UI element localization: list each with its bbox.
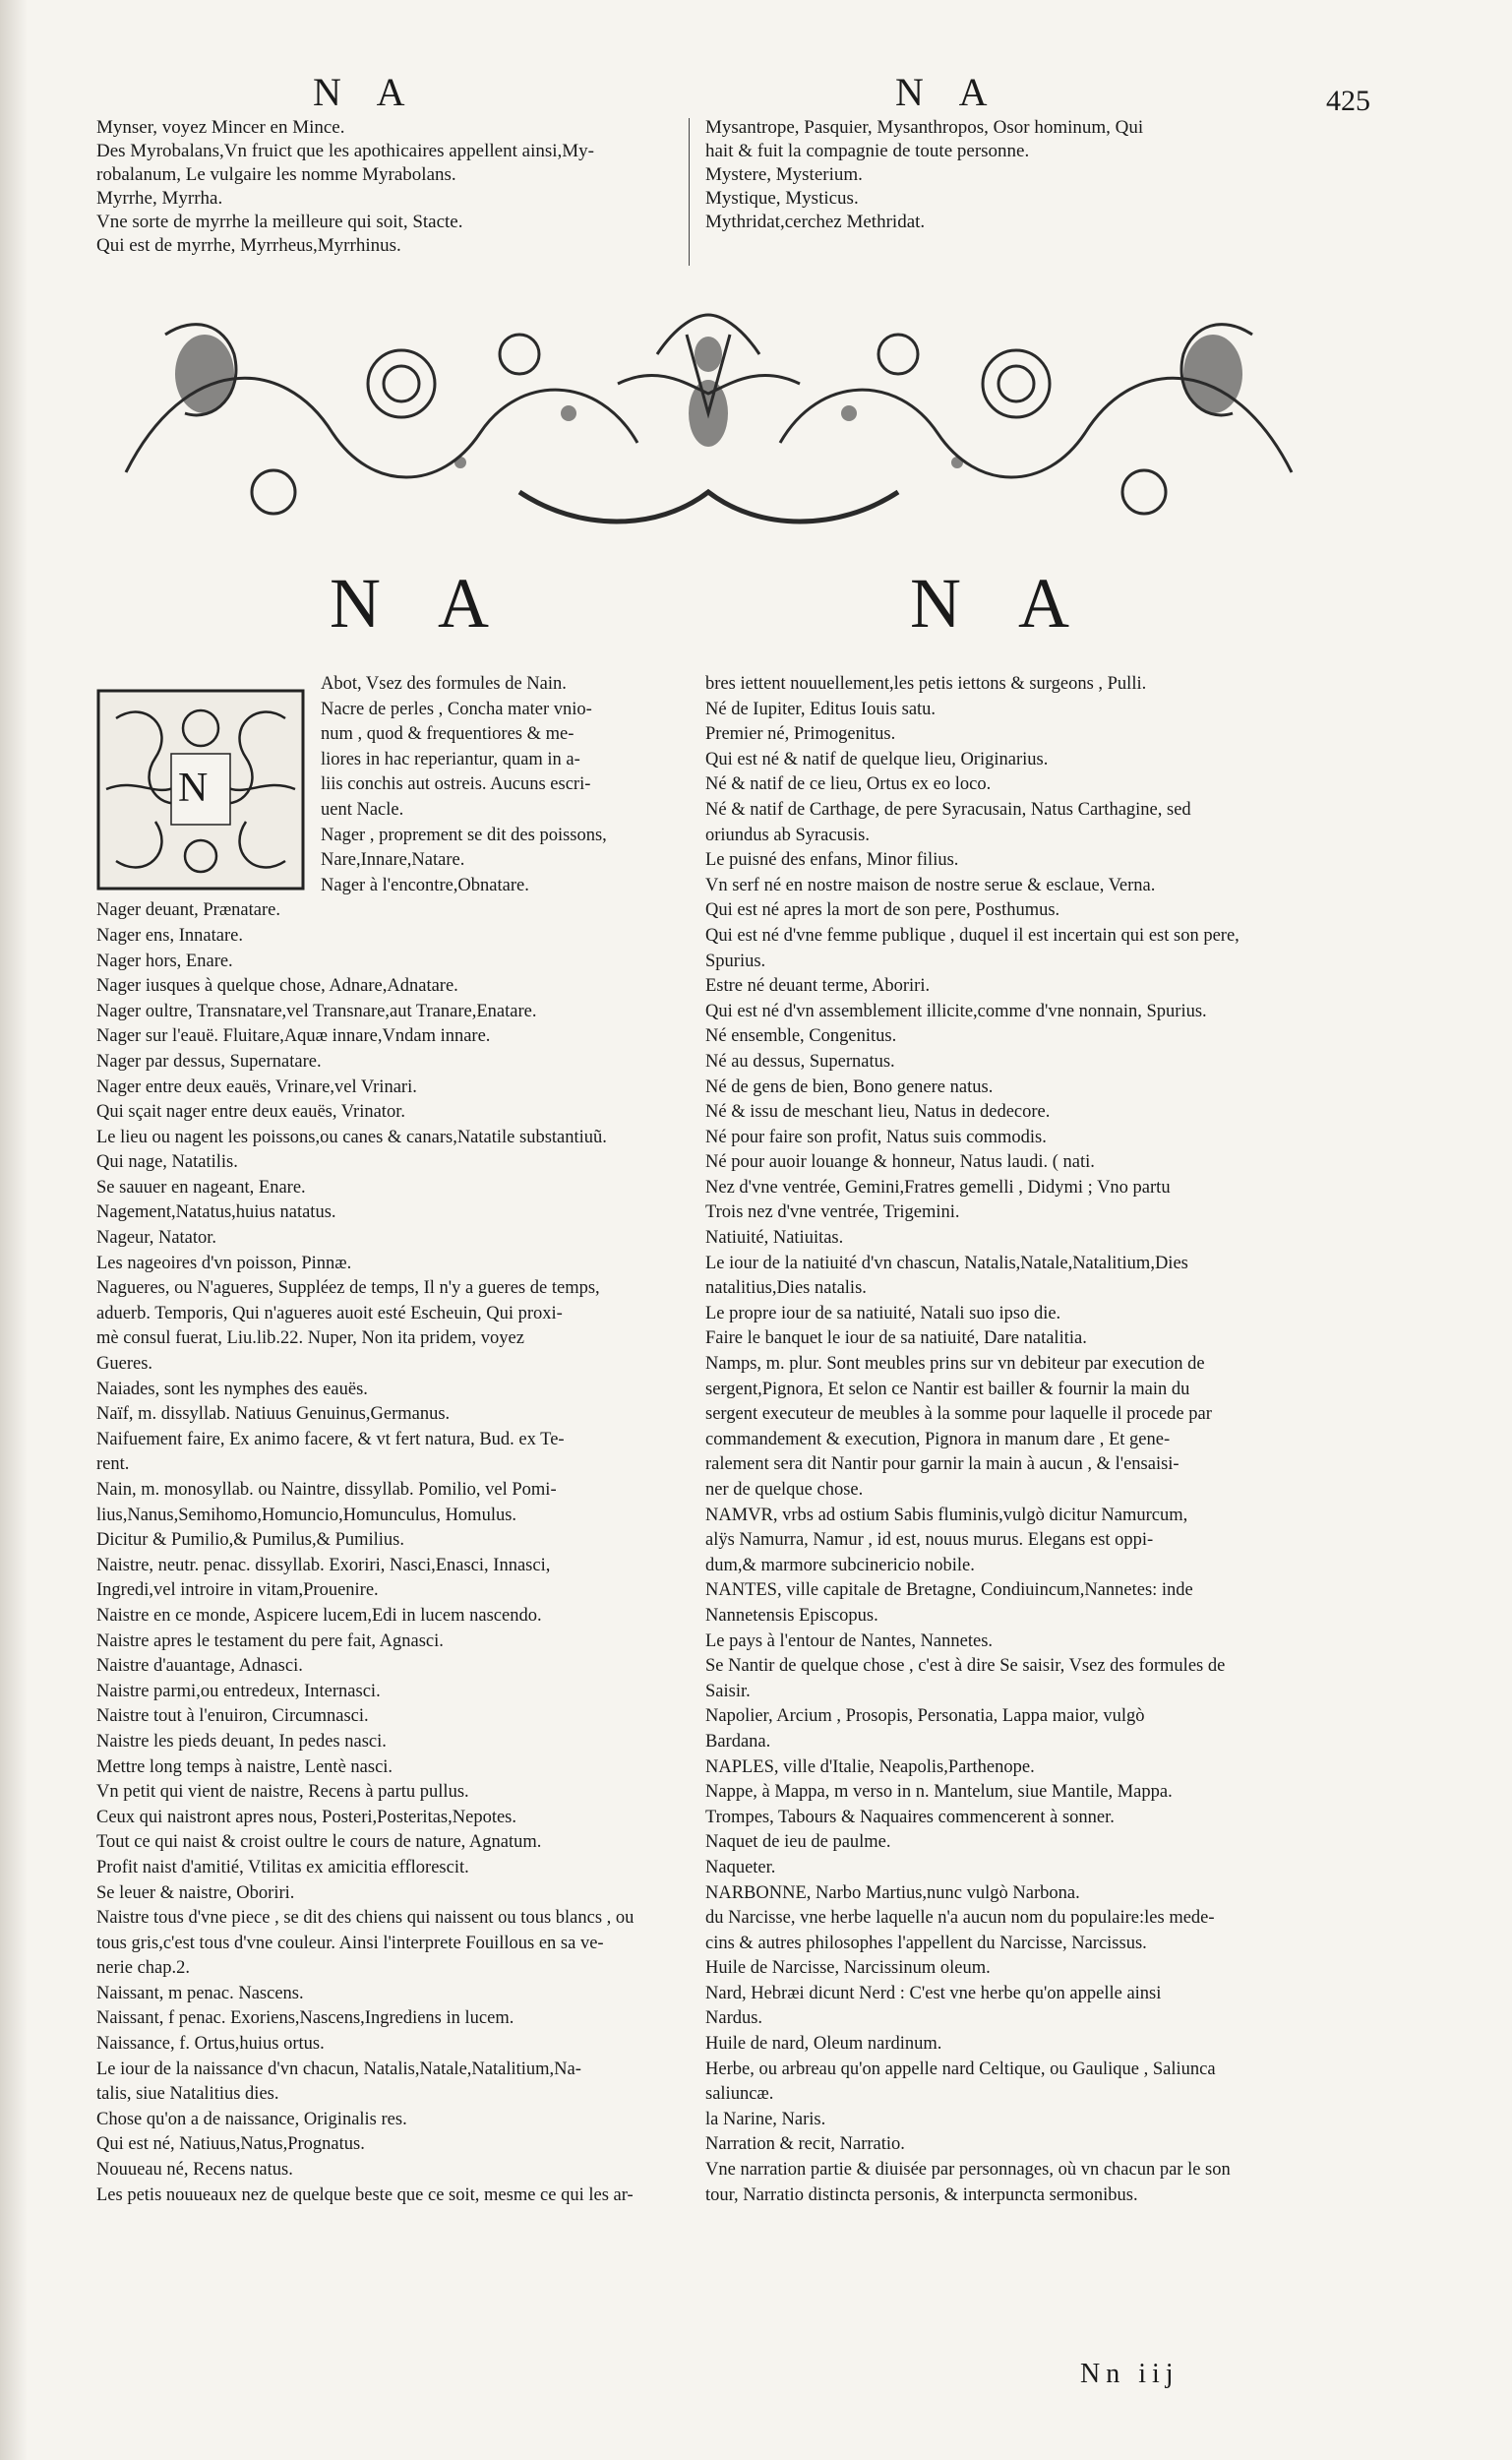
dictionary-entry: Naifuement faire, Ex animo facere, & vt fert natura, Bud. ex Te- <box>96 1429 565 1449</box>
dictionary-entry: Né pour faire son profit, Natus suis commodis. <box>705 1127 1047 1147</box>
dictionary-entry: Mythridat,cerchez Methridat. <box>705 212 926 232</box>
dictionary-entry: robalanum, Le vulgaire les nomme Myrabolans. <box>96 164 456 185</box>
dictionary-entry: Mynser, voyez Mincer en Mince. <box>96 117 345 138</box>
dictionary-entry: Abot, Vsez des formules de Nain. <box>321 674 567 694</box>
dictionary-entry: Des Myrobalans,Vn fruict que les apothicaires appellent ainsi,My- <box>96 141 594 161</box>
dictionary-entry: Naqueter. <box>705 1857 776 1877</box>
dictionary-entry: Naguеres, ou N'agueres, Suppléez de temps, Il n'y a gueres de temps, <box>96 1278 600 1299</box>
dictionary-entry: Nouueau né, Recens natus. <box>96 2160 293 2181</box>
dictionary-entry: NANTES, ville capitale de Bretagne, Condiuincum,Nannetes: inde <box>705 1580 1193 1601</box>
dictionary-entry: Nard, Hebræi dicunt Nerd : C'est vne herbe qu'on appelle ainsi <box>705 1983 1162 2003</box>
dictionary-entry: Le propre iour de sa natiuité, Natali suo ipso die. <box>705 1303 1061 1323</box>
left-column-intro <box>96 672 687 897</box>
dictionary-entry: Gueres. <box>96 1354 153 1375</box>
dictionary-entry: NARBONNE, Narbo Martius,nunc vulgò Narbona. <box>705 1882 1080 1903</box>
dictionary-entry: Nacre de perles , Concha mater vnio- <box>321 699 592 719</box>
dictionary-entry: Ingredi,vel introire in vitam,Prouenire. <box>96 1580 379 1601</box>
dictionary-entry: sergent,Pignora, Et selon ce Nantir est bailler & fournir la main du <box>705 1379 1190 1399</box>
dictionary-entry: aduerb. Temporis, Qui n'agueres auoit esté Escheuin, Qui proxi- <box>96 1303 563 1323</box>
dictionary-entry: tous gris,c'est tous d'vne couleur. Ainsi l'interprete Fouillous en sa ve- <box>96 1933 604 1953</box>
dictionary-entry: Dicitur & Pumilio,& Pumilus,& Pumilius. <box>96 1530 405 1551</box>
dictionary-entry: Les nageoires d'vn poisson, Pinnæ. <box>96 1253 352 1273</box>
dictionary-entry: Naissant, m penac. Nascens. <box>96 1983 304 2003</box>
dictionary-entry: Qui est né & natif de quelque lieu, Originarius. <box>705 749 1049 769</box>
dictionary-entry: Trois nez d'vne ventrée, Trigemini. <box>705 1202 960 1223</box>
dictionary-entry: Se sauuer en nageant, Enare. <box>96 1177 306 1198</box>
dictionary-entry: Huile de Narcisse, Narcissinum oleum. <box>705 1958 991 1979</box>
dictionary-entry: Nager iusques à quelque chose, Adnare,Adnatare. <box>96 976 458 997</box>
dictionary-entry: rent. <box>96 1454 130 1475</box>
dictionary-entry: tour, Narratio distincta personis, & interpuncta sermonibus. <box>705 2184 1138 2205</box>
dictionary-entry: Vne narration partie & diuisée par personnages, où vn chacun par le son <box>705 2160 1231 2181</box>
dictionary-entry: alÿs Namurra, Namur , id est, nouus murus. Elegans est oppi- <box>705 1530 1154 1551</box>
dictionary-entry: Chose qu'on a de naissance, Originalis res. <box>96 2109 407 2129</box>
dictionary-entry: Naïf, m. dissyllab. Natiuus Genuinus,Germanus. <box>96 1404 451 1425</box>
dictionary-entry: liis conchis aut ostreis. Aucuns escri- <box>321 774 591 795</box>
dictionary-entry: Naquet de ieu de paulme. <box>705 1832 891 1853</box>
dictionary-entry: Faire le banquet le iour de sa natiuité, Dare natalitia. <box>705 1328 1087 1349</box>
dictionary-entry: saliuncæ. <box>705 2084 774 2105</box>
dictionary-entry: mè consul fuerat, Liu.lib.22. Nuper, Non ita pridem, voyez <box>96 1328 524 1349</box>
dictionary-entry: Premier né, Primogenitus. <box>705 724 896 745</box>
dictionary-entry: Nager hors, Enare. <box>96 951 233 971</box>
dictionary-entry: Le lieu ou nagent les poissons,ou canes & canars,Natatile substantiuũ. <box>96 1127 607 1147</box>
column-rule <box>689 118 690 266</box>
dictionary-entry: Naistre, neutr. penac. dissyllab. Exoriri, Nasci,Enasci, Innasci, <box>96 1555 551 1575</box>
dictionary-entry: cins & autres philosophes l'appellent du Narcisse, Narcissus. <box>705 1933 1147 1953</box>
dictionary-entry: Naistre d'auantage, Adnasci. <box>96 1656 303 1677</box>
dictionary-entry: Nager entre deux eauës, Vrinare,vel Vrinari. <box>96 1076 417 1097</box>
page-number: 425 <box>1326 85 1370 117</box>
dictionary-entry: natalitius,Dies natalis. <box>705 1278 867 1299</box>
dictionary-entry: Nager sur l'eauë. Fluitare,Aquæ innare,Vndam innare. <box>96 1026 491 1047</box>
dictionary-entry: Nager ens, Innatare. <box>96 925 243 946</box>
dictionary-entry: Naistre apres le testament du pere fait, Agnasci. <box>96 1630 444 1651</box>
dictionary-entry: Mysantrope, Pasquier, Mysanthropos, Osor hominum, Qui <box>705 117 1144 138</box>
dictionary-entry: Nare,Innare,Natare. <box>321 850 465 871</box>
dictionary-entry: Mettre long temps à naistre, Lentè nasci. <box>96 1756 393 1777</box>
signature-mark: Nn iij <box>1080 2359 1179 2389</box>
dictionary-entry: oriundus ab Syracusis. <box>705 825 870 845</box>
dictionary-entry: Profit naist d'amitié, Vtilitas ex amicitia efflorescit. <box>96 1857 469 1877</box>
dictionary-entry: Se Nantir de quelque chose , c'est à dire Se saisir, Vsez des formules de <box>705 1656 1226 1677</box>
dictionary-entry: NAPLES, ville d'Italie, Neapolis,Parthenope. <box>705 1756 1035 1777</box>
dictionary-entry: hait & fuit la compagnie de toute personne. <box>705 141 1030 161</box>
dictionary-entry: Mystere, Mysterium. <box>705 164 863 185</box>
dictionary-entry: Né de Iupiter, Editus Iouis satu. <box>705 699 937 719</box>
dictionary-entry: Le puisné des enfans, Minor filius. <box>705 850 959 871</box>
dictionary-entry: Trompes, Tabours & Naquaires commencerent à sonner. <box>705 1807 1115 1827</box>
dictionary-entry: Ceux qui naistront apres nous, Posteri,Posteritas,Nepotes. <box>96 1807 516 1827</box>
dictionary-entry: Le iour de la naissance d'vn chacun, Natalis,Natale,Natalitium,Na- <box>96 2059 581 2079</box>
dictionary-entry: Le iour de la natiuité d'vn chascun, Natalis,Natale,Natalitium,Dies <box>705 1253 1188 1273</box>
dictionary-entry: Naissant, f penac. Exoriens,Nascens,Ingrediens in lucem. <box>96 2008 514 2029</box>
dictionary-entry: Naistre tout à l'enuiron, Circumnasci. <box>96 1706 369 1727</box>
dictionary-entry: nerie chap.2. <box>96 1958 191 1979</box>
dictionary-entry: Né & issu de meschant lieu, Natus in dedecore. <box>705 1102 1051 1123</box>
top-left-entries <box>96 116 677 258</box>
dictionary-entry: Nardus. <box>705 2008 763 2029</box>
dictionary-entry: Natiuité, Natiuitas. <box>705 1228 844 1249</box>
dictionary-entry: Vne sorte de myrrhe la meilleure qui soit, Stacte. <box>96 212 463 232</box>
dictionary-entry: Estre né deuant terme, Aboriri. <box>705 976 931 997</box>
dictionary-entry: Narration & recit, Narratio. <box>705 2134 905 2155</box>
dictionary-entry: talis, siue Natalitius dies. <box>96 2084 279 2105</box>
dictionary-entry: Qui nage, Natatilis. <box>96 1152 238 1173</box>
dictionary-entry: Né de gens de bien, Bono genere natus. <box>705 1076 994 1097</box>
dictionary-entry: Nagement,Natatus,huius natatus. <box>96 1202 336 1223</box>
dictionary-entry: Saisir. <box>705 1681 751 1701</box>
dictionary-entry: liores in hac reperiantur, quam in a- <box>321 749 580 769</box>
right-column <box>705 672 1303 2208</box>
dictionary-entry: bres iettent nouuellement,les petis iettons & surgeons , Pulli. <box>705 674 1147 694</box>
dictionary-entry: Les petis nouueaux nez de quelque beste que ce soit, mesme ce qui les ar- <box>96 2184 634 2205</box>
dictionary-entry: Qui est né, Natiuus,Natus,Prognatus. <box>96 2134 365 2155</box>
dictionary-entry: Nager par dessus, Supernatare. <box>96 1051 322 1072</box>
dictionary-entry: Naissance, f. Ortus,huius ortus. <box>96 2034 325 2055</box>
dictionary-entry: Nappe, à Mappa, m verso in n. Mantelum, siue Mantile, Mappa. <box>705 1782 1173 1803</box>
dictionary-entry: ner de quelque chose. <box>705 1480 864 1500</box>
dictionary-entry: Qui est né d'vne femme publique , duquel il est incertain qui est son pere, <box>705 925 1240 946</box>
dictionary-entry: Naistre en ce monde, Aspicere lucem,Edi in lucem nascendo. <box>96 1605 542 1626</box>
dictionary-entry: num , quod & frequentiores & me- <box>321 724 575 745</box>
dictionary-entry: Namps, m. plur. Sont meubles prins sur vn debiteur par execution de <box>705 1354 1205 1375</box>
dictionary-entry: Naistre les pieds deuant, In pedes nasci. <box>96 1731 387 1752</box>
dictionary-entry: Né pour auoir louange & honneur, Natus laudi. ( nati. <box>705 1152 1095 1173</box>
dictionary-entry: Napolier, Arcium , Prosopis, Personatia, Lappa maior, vulgò <box>705 1706 1145 1727</box>
left-column-entries <box>96 898 687 2207</box>
dictionary-entry: Né ensemble, Congenitus. <box>705 1026 897 1047</box>
dictionary-entry: Vn petit qui vient de naistre, Recens à partu pullus. <box>96 1782 469 1803</box>
dictionary-entry: commandement & execution, Pignora in manum dare , Et gene- <box>705 1429 1171 1449</box>
dictionary-entry: uent Nacle. <box>321 799 404 820</box>
dictionary-entry: Naistre tous d'vne piece , se dit des chiens qui naissent ou tous blancs , ou <box>96 1908 635 1929</box>
dictionary-entry: Nain, m. monosyllab. ou Naintre, dissyllab. Pomilio, vel Pomi- <box>96 1480 557 1500</box>
section-letters-right: N A <box>910 564 1092 643</box>
dictionary-entry: Qui est né d'vn assemblement illicite,comme d'vne nonnain, Spurius. <box>705 1001 1207 1021</box>
dictionary-entry: Vn serf né en nostre maison de nostre serue & esclaue, Verna. <box>705 875 1156 895</box>
left-column <box>96 672 687 2208</box>
dictionary-entry: sergent executeur de meubles à la somme pour laquelle il procede par <box>705 1404 1212 1425</box>
dictionary-entry: lius,Nanus,Semihomo,Homuncio,Homunculus, Homulus. <box>96 1505 517 1525</box>
dictionary-entry: Né au dessus, Supernatus. <box>705 1051 895 1072</box>
dictionary-entry: Nannetensis Episcopus. <box>705 1605 878 1626</box>
dictionary-entry: Spurius. <box>705 951 766 971</box>
dictionary-entry: du Narcisse, vne herbe laquelle n'a aucun nom du populaire:les mede- <box>705 1908 1215 1929</box>
dictionary-entry: Naistre parmi,ou entredeux, Internasci. <box>96 1681 381 1701</box>
dictionary-entry: Herbe, ou arbreau qu'on appelle nard Celtique, ou Gaulique , Saliunca <box>705 2059 1216 2079</box>
dictionary-entry: Bardana. <box>705 1731 771 1752</box>
dictionary-entry: Né & natif de Carthage, de pere Syracusain, Natus Carthagine, sed <box>705 799 1191 820</box>
dictionary-entry: Nager à l'encontre,Obnatare. <box>321 875 529 895</box>
section-letters-left: N A <box>330 564 512 643</box>
running-head-left: N A <box>313 70 419 114</box>
dictionary-entry: Nager , proprement se dit des poissons, <box>321 825 607 845</box>
dictionary-entry: Nager oultre, Transnatare,vel Transnare,aut Tranare,Enatare. <box>96 1001 537 1021</box>
dictionary-entry: Né & natif de ce lieu, Ortus ex eo loco. <box>705 774 992 795</box>
top-right-entries <box>705 116 1300 234</box>
dictionary-entry: Se leuer & naistre, Oboriri. <box>96 1882 295 1903</box>
ornamental-headpiece <box>106 295 1311 536</box>
dictionary-entry: Nager deuant, Prænatare. <box>96 900 280 921</box>
running-head-right: N A <box>895 70 1001 114</box>
dictionary-entry: Nez d'vne ventrée, Gemini,Fratres gemelli , Didymi ; Vno partu <box>705 1177 1171 1198</box>
dictionary-entry: Le pays à l'entour de Nantes, Nannetes. <box>705 1630 994 1651</box>
initial-letter: N <box>178 766 209 811</box>
dictionary-entry: la Narine, Naris. <box>705 2109 826 2129</box>
dictionary-entry: Nageur, Natator. <box>96 1228 217 1249</box>
dictionary-entry: Qui est né apres la mort de son pere, Posthumus. <box>705 900 1060 921</box>
page-edge-shadow <box>0 0 28 2460</box>
dictionary-entry: Naiades, sont les nymphes des eauës. <box>96 1379 368 1399</box>
dictionary-entry: Mystique, Mysticus. <box>705 188 859 209</box>
dictionary-entry: NAMVR, vrbs ad ostium Sabis fluminis,vulgò dicitur Namurcum, <box>705 1505 1188 1525</box>
dictionary-entry: Huile de nard, Oleum nardinum. <box>705 2034 942 2055</box>
dictionary-entry: Qui est de myrrhe, Myrrheus,Myrrhinus. <box>96 235 401 256</box>
dictionary-entry: dum,& marmore subcinericio nobile. <box>705 1555 975 1575</box>
dictionary-entry: Qui sçait nager entre deux eauës, Vrinator. <box>96 1102 405 1123</box>
dictionary-entry: Myrrhe, Myrrha. <box>96 188 223 209</box>
dictionary-entry: ralement sera dit Nantir pour garnir la main à aucun , & l'ensaisi- <box>705 1454 1179 1475</box>
dictionary-entry: Tout ce qui naist & croist oultre le cours de nature, Agnatum. <box>96 1832 542 1853</box>
